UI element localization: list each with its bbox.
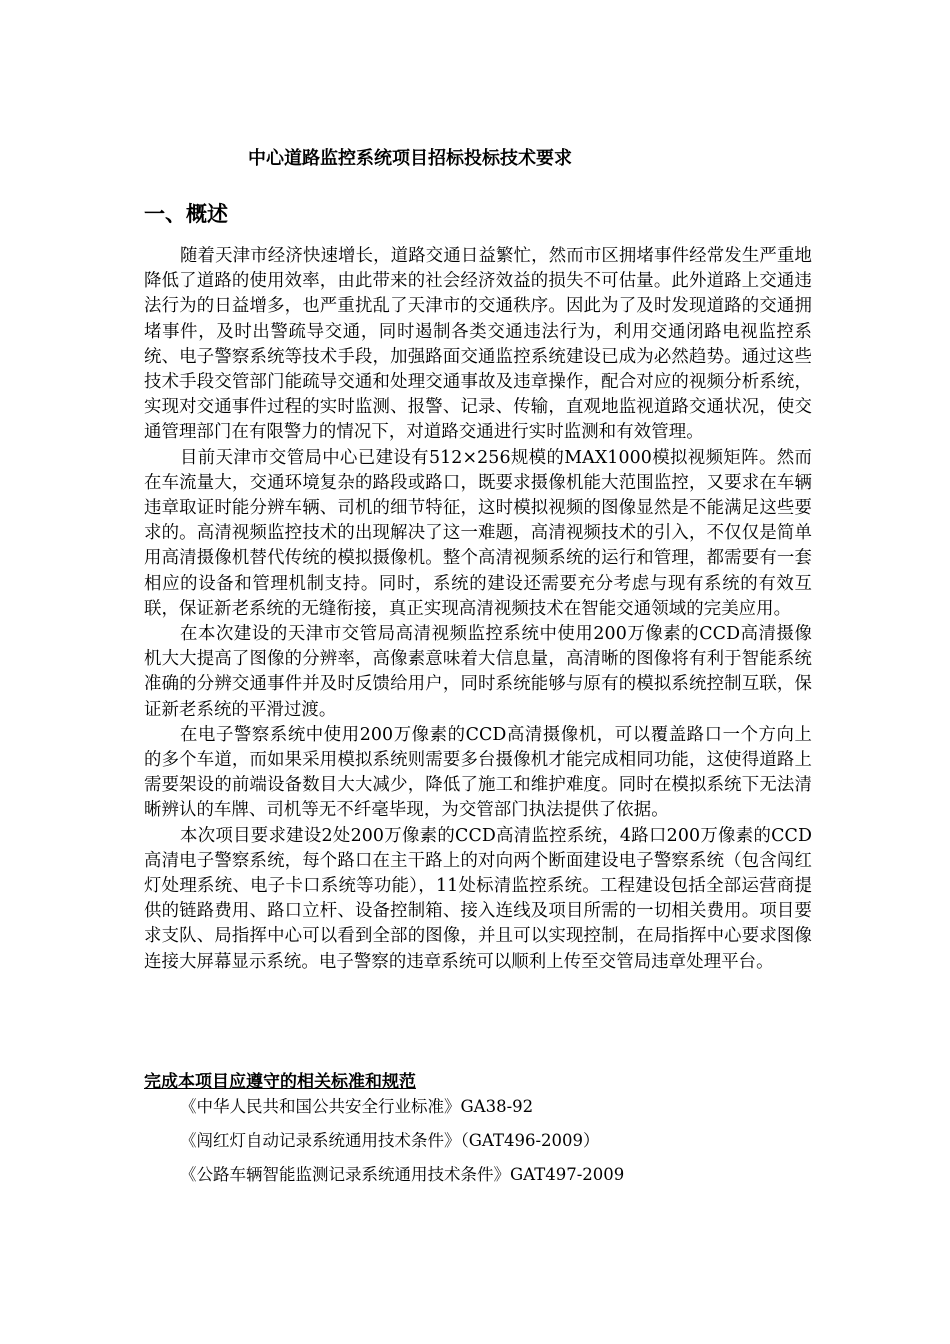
section-heading-overview: 一、概述 [144, 202, 228, 226]
paragraph: 随着天津市经济快速增长，道路交通日益繁忙，然而市区拥堵事件经常发生严重地降低了道路的使用效率，由此带来的社会经济效益的损失不可估量。此外道路上交通违法行为的日益增多，也严重扰乱了天津市的交通秩序。因此为了及时发现道路的交通拥堵事件，及时出警疏导交通，同时遏制各类交通违法行为，利用交通闭路电视监控系统、电子警察系统等技术手段，加强路面交通监控系统建设已成为必然趋势。通过这些技术手段交管部门能疏导交通和处理交通事故及违章操作，配合对应的视频分析系统，实现对交通事件过程的实时监测、报警、记录、传输，直观地监视道路交通状况，使交通管理部门在有限警力的情况下，对道路交通进行实时监测和有效管理。 [144, 246, 812, 443]
paragraph: 目前天津市交管局中心已建设有512×256规模的MAX1000模拟视频矩阵。然而在车流量大，交通环境复杂的路段或路口，既要求摄像机能大范围监控，又要求在车辆违章取证时能分辨车辆、司机的细节特征，这时模拟视频的图像显然是不能满足这些要求的。高清视频监控技术的出现解决了这一难题，高清视频技术的引入，不仅仅是简单用高清摄像机替代传统的模拟摄像机。整个高清视频系统的运行和管理，都需要有一套相应的设备和管理机制支持。同时，系统的建设还需要充分考虑与现有系统的有效互联，保证新老系统的无缝衔接，真正实现高清视频技术在智能交通领域的完美应用。 [144, 447, 812, 619]
standard-item: 《闯红灯自动记录系统通用技术条件》（GAT496-2009） [180, 1131, 600, 1150]
overview-body [144, 244, 812, 975]
paragraph: 本次项目要求建设2处200万像素的CCD高清监控系统，4路口200万像素的CCD高清电子警察系统，每个路口在主干路上的对向两个断面建设电子警察系统（包含闯红灯处理系统、电子卡口系统等功能），11处标清监控系统。工程建设包括全部运营商提供的链路费用、路口立杆、设备控制箱、接入连线及项目所需的一切相关费用。项目要求支队、局指挥中心可以看到全部的图像，并且可以实现控制，在局指挥中心要求图像连接大屏幕显示系统。电子警察的违章系统可以顺利上传至交管局违章处理平台。 [144, 825, 812, 972]
document-title: 中心道路监控系统项目招标投标技术要求 [248, 148, 572, 169]
standard-item: 《中华人民共和国公共安全行业标准》GA38-92 [180, 1097, 534, 1116]
paragraph: 在本次建设的天津市交管局高清视频监控系统中使用200万像素的CCD高清摄像机大大提高了图像的分辨率，高像素意味着大信息量，高清晰的图像将有利于智能系统准确的分辨交通事件并及时反馈给用户，同时系统能够与原有的模拟系统控制互联，保证新老系统的平滑过渡。 [144, 624, 812, 720]
standards-heading: 完成本项目应遵守的相关标准和规范 [144, 1072, 416, 1092]
standard-item: 《公路车辆智能监测记录系统通用技术条件》GAT497-2009 [180, 1165, 625, 1184]
paragraph: 在电子警察系统中使用200万像素的CCD高清摄像机，可以覆盖路口一个方向上的多个车道，而如果采用模拟系统则需要多台摄像机才能完成相同功能，这使得道路上需要架设的前端设备数目大大减少，降低了施工和维护难度。同时在模拟系统下无法清晰辨认的车牌、司机等无不纤毫毕现，为交管部门执法提供了依据。 [144, 724, 812, 821]
